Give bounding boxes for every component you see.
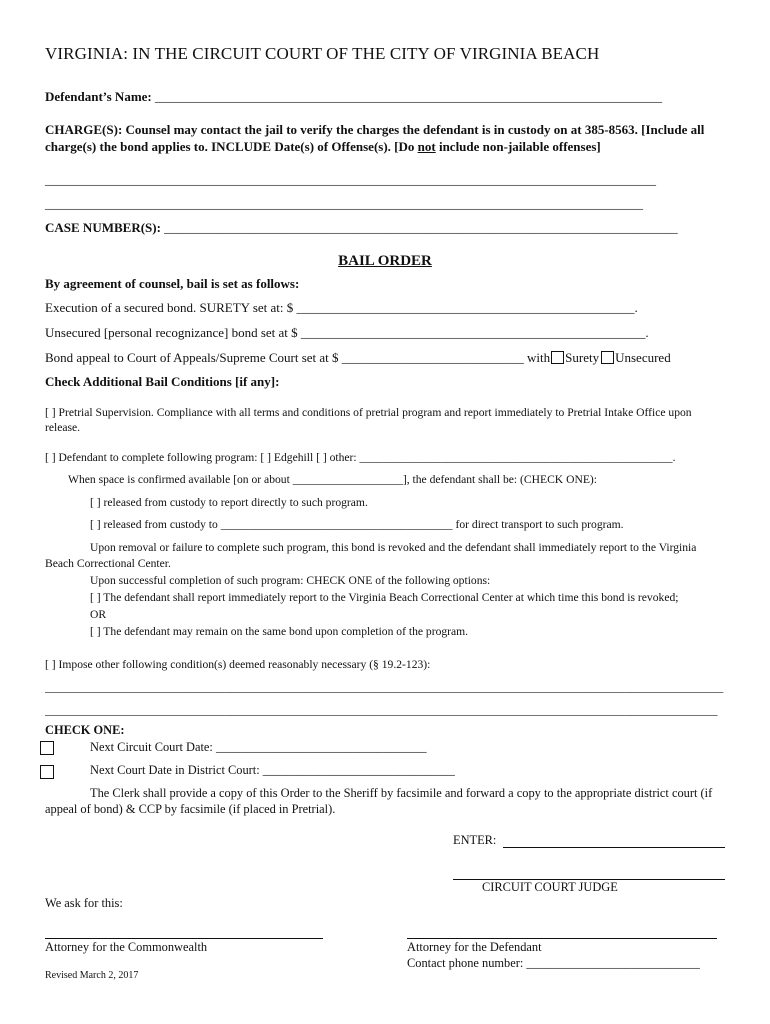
bond-appeal-row [45, 350, 671, 366]
bail-order-title: BAIL ORDER [338, 253, 432, 269]
successful-completion-text: Upon successful completion of such program: CHECK ONE of the following options: [90, 574, 491, 587]
judge-label: CIRCUIT COURT JUDGE [482, 880, 618, 894]
commonwealth-attorney-label: Attorney for the Commonwealth [45, 940, 208, 954]
additional-conditions-heading: Check Additional Bail Conditions [if any]: [45, 374, 280, 389]
court-title: VIRGINIA: IN THE CIRCUIT COURT OF THE CITY OF VIRGINIA BEACH [45, 44, 600, 63]
district-court-date-checkbox[interactable] [40, 765, 54, 779]
report-vbcc-checkbox[interactable]: [ ] The defendant shall report immediately report to the Virginia Beach Correctional Center at which time this bond is revoked; [90, 591, 679, 604]
charges-line2-tail: include non-jailable offenses] [435, 139, 601, 154]
charges-field-1[interactable]: ______________________________________________________________________________________________ [45, 172, 656, 187]
district-court-date-field[interactable]: Next Court Date in District Court: _______________________________ [90, 763, 455, 777]
pretrial-supervision-cont: release. [45, 421, 81, 434]
surety-checkbox[interactable] [551, 351, 564, 364]
case-number-label: CASE NUMBER(S): [45, 220, 165, 235]
defense-attorney-label: Attorney for the Defendant [407, 940, 542, 954]
enter-signature-line[interactable] [503, 847, 725, 848]
defendant-name-row [45, 89, 662, 105]
case-number-field[interactable]: _______________________________________________________________________________ [164, 220, 678, 235]
case-number-row [45, 220, 678, 236]
secured-bond-field[interactable]: : $ ____________________________________________________. [279, 300, 638, 315]
clerk-instructions-line2: appeal of bond) & CCP by facsimile (if placed in Pretrial). [45, 802, 336, 816]
surety-label: Surety [565, 350, 600, 365]
unsecured-checkbox[interactable] [601, 351, 614, 364]
removal-text-line1: Upon removal or failure to complete such program, this bond is revoked and the defendant shall immediately report to the Virginia [90, 541, 697, 554]
commonwealth-signature-line[interactable] [45, 938, 323, 939]
space-confirmed-row[interactable]: When space is confirmed available [on or about ___________________], the defendant shall be: (CHECK ONE): [68, 473, 597, 486]
defendant-name-field[interactable]: ______________________________________________________________________________ [155, 89, 662, 104]
secured-bond-label: Execution of a secured bond. SURETY set at [45, 300, 280, 315]
released-to-checkbox[interactable]: [ ] released from custody to ________________________________________ for direct transport to such program. [90, 518, 624, 531]
contact-phone-field[interactable]: Contact phone number: ____________________________ [407, 956, 700, 970]
or-text: OR [90, 608, 107, 621]
released-direct-checkbox[interactable]: [ ] released from custody to report directly to such program. [90, 496, 368, 509]
unsecured-option-label: Unsecured [615, 350, 671, 365]
revised-date: Revised March 2, 2017 [45, 970, 139, 981]
check-one-heading: CHECK ONE: [45, 723, 125, 737]
impose-conditions-field-2[interactable]: ____________________________________________________________________________________________________________________ [45, 704, 718, 717]
charges-instructions-line2 [45, 139, 601, 155]
circuit-court-date-field[interactable]: Next Circuit Court Date: __________________________________ [90, 740, 427, 754]
defendant-name-label: Defendant’s Name: [45, 89, 152, 104]
we-ask-label: We ask for this: [45, 896, 123, 910]
bond-appeal-label[interactable]: Bond appeal to Court of Appeals/Supreme Court set at $ ____________________________ with [45, 350, 551, 365]
secured-bond-row [45, 300, 638, 316]
program-checkbox[interactable]: [ ] Defendant to complete following program: [ ] Edgehill [ ] other: ______________________________________________________. [45, 451, 676, 464]
bail-agreement-heading: By agreement of counsel, bail is set as follows: [45, 276, 300, 291]
defense-signature-line[interactable] [407, 938, 717, 939]
enter-label: ENTER: [453, 833, 497, 847]
charges-instructions-line1: CHARGE(S): Counsel may contact the jail to verify the charges the defendant is in custody on at 385-8563. [Include all [45, 122, 705, 137]
clerk-instructions-line1: The Clerk shall provide a copy of this Order to the Sheriff by facsimile and forward a copy to the appropriate district court (if [90, 786, 713, 800]
charges-field-2[interactable]: ____________________________________________________________________________________________ [45, 196, 643, 211]
impose-conditions-checkbox[interactable]: [ ] Impose other following condition(s) deemed reasonably necessary (§ 19.2-123): [45, 658, 431, 671]
charges-not-word: not [417, 139, 436, 154]
impose-conditions-field-1[interactable]: _____________________________________________________________________________________________________________________ [45, 681, 724, 694]
charges-line2-text: charge(s) the bond applies to. INCLUDE Date(s) of Offense(s). [Do [45, 139, 418, 154]
unsecured-bond-row[interactable]: Unsecured [personal recognizance] bond set at $ _____________________________________________________. [45, 325, 649, 340]
remain-on-bond-checkbox[interactable]: [ ] The defendant may remain on the same bond upon completion of the program. [90, 625, 469, 638]
pretrial-supervision-checkbox[interactable]: [ ] Pretrial Supervision. Compliance with all terms and conditions of pretrial program and report immediately to Pretrial Intake Office upon [45, 406, 692, 419]
circuit-court-date-checkbox[interactable] [40, 741, 54, 755]
removal-text-line2: Beach Correctional Center. [45, 557, 171, 570]
